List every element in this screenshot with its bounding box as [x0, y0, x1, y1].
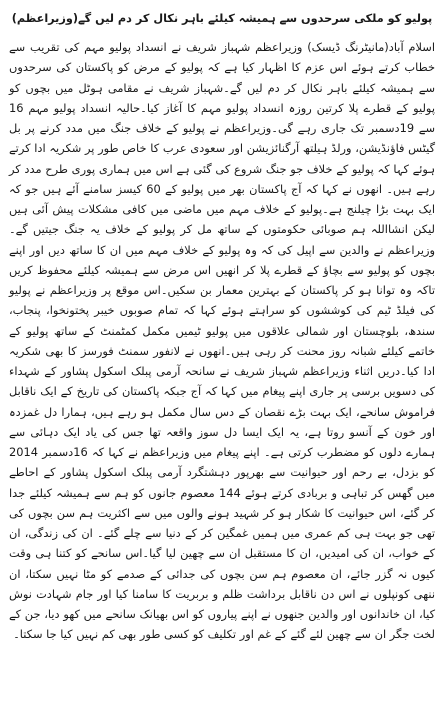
article-body: اسلام آباد(مانیٹرنگ ڈیسک) وزیراعظم شہباز شریف نے انسداد پولیو مہم کی تقریب سے خطاب کرتے ہوئے اس عزم کا اظہار کیا ہے کہ پولیو کے مرض کو پاکستان کی سرحدوں سے ہمیشہ کیلئے باہر نکال کر دم لیں گے۔شہباز شریف نے مقامی ہوٹل میں بچوں کو پولیو کے قطرے پلا کرتین روزہ انسداد پولیو مہم کا آغاز کیا۔حالیہ انسداد پولیو مہم 16 سے 19دسمبر تک جاری رہے گی۔وزیراعظم نے پولیو کے خلاف جنگ میں مدد کرنے پر بل گیٹس فاؤنڈیشن، ورلڈ ہیلتھ آرگنائزیشن اور سعودی عرب کا خاص طور پر شکریہ ادا کرتے ہوئے کہا کہ پولیو کے خلاف جو جنگ شروع کی گئی ہے اس میں ہماری پوری طرح مدد کر رہے ہیں۔ انھوں نے کہا کہ آج پاکستان بھر میں پولیو کے 60 کیسز سامنے آئے ہیں جو کہ ایک بہت بڑا چیلنج ہے۔پولیو کے خلاف مہم میں ماضی میں کافی مشکلات پیش آئی ہیں لیکن انشااللہ ہم صوبائی حکومتوں کے ساتھ مل کر پولیو کے خلاف یہ جنگ جیتیں گے۔وزیراعظم نے والدین سے اپیل کی کہ وہ پولیو کے خلاف مہم میں ان کا ساتھ دیں اور اپنے بچوں کو پولیو سے بچاؤ کے قطرے پلا کر انھیں اس مرض سے ہمیشہ کیلئے محفوظ کریں تاکہ وہ توانا ہو کر پاکستان کے بہترین معمار بن سکیں۔اس موقع پر وزیراعظم نے پولیو کی فیلڈ ٹیم کی کوششوں کو سراہتے ہوئے کہا کہ تمام صوبوں خیبر پختونخوا، پنجاب، سندھ، بلوچستان اور شمالی علاقوں میں پولیو ٹیمیں مکمل کمٹمنٹ کے ساتھ پولیو کے خاتمے کیلئے شبانہ روز محنت کر رہی ہیں۔انھوں نے لانفور سمنٹ فورسز کا بھی شکریہ ادا کیا۔دریں اثناء وزیراعظم شہباز شریف نے سانحہ آرمی پبلک اسکول پشاور کے شہداء کی دسویں برسی پر جاری اپنے پیغام میں کہا کہ آج جبکہ پاکستان کی تاریخ کے ایک ناقابل فراموش سانحے، ایک بہت بڑے نقصان کے دس سال مکمل ہو رہے ہیں، ہمارا دل غمزدہ اور خون کے آنسو روتا ہے، یہ ایک ایسا دل سوز واقعہ تھا جس کی یاد ایک دہائی سے ہمارے دلوں کو مضطرب کرتی ہے۔ اپنے پیغام میں وزیراعظم نے کہا کہ 16دسمبر 2014 کو بزدل، بے رحم اور حیوانیت سے بھرپور دہشتگرد آرمی پبلک اسکول پشاور کے احاطے میں گھس کر تباہی و بربادی کرتے ہوئے 144 معصوم جانوں کو ہم سے ہمیشہ کیلئے جدا کر گئے، اس حیوانیت کا شکار ہو کر شہید ہونے والوں میں سے اکثریت ہم سن بچوں کی تھی جو بہت ہی کم عمری میں ہمیں غمگین کر کے دنیا سے چلے گئے۔ ان کی زندگی، ان کے خواب، ان کی امیدیں، ان کا مستقبل ان سے چھین لیا گیا۔اس سانحے کو کتنا ہی وقت کیوں نہ گزر جائے، ان معصوم ہم سن بچوں کی جدائی کے صدمے کو مٹا نہیں سکتا، ان ننھی کونپلوں نے اس دن ناقابل برداشت ظلم و بربریت کا سامنا کیا اور جام شہادت نوش کیا، ان خاندانوں اور والدین جنھوں نے اپنے پیاروں کو اس بھیانک سانحے میں کھو دیا، جن کے لخت جگر ان سے چھین لئے گئے کے غم اور تکلیف کو کسی طور بھی کم نہیں کیا جا سکتا۔ — [9, 40, 436, 642]
article-headline: پولیو کو ملکی سرحدوں سے ہمیشہ کیلئے باہر نکال کر دم لیں گے(وزیراعظم) — [11, 12, 433, 25]
